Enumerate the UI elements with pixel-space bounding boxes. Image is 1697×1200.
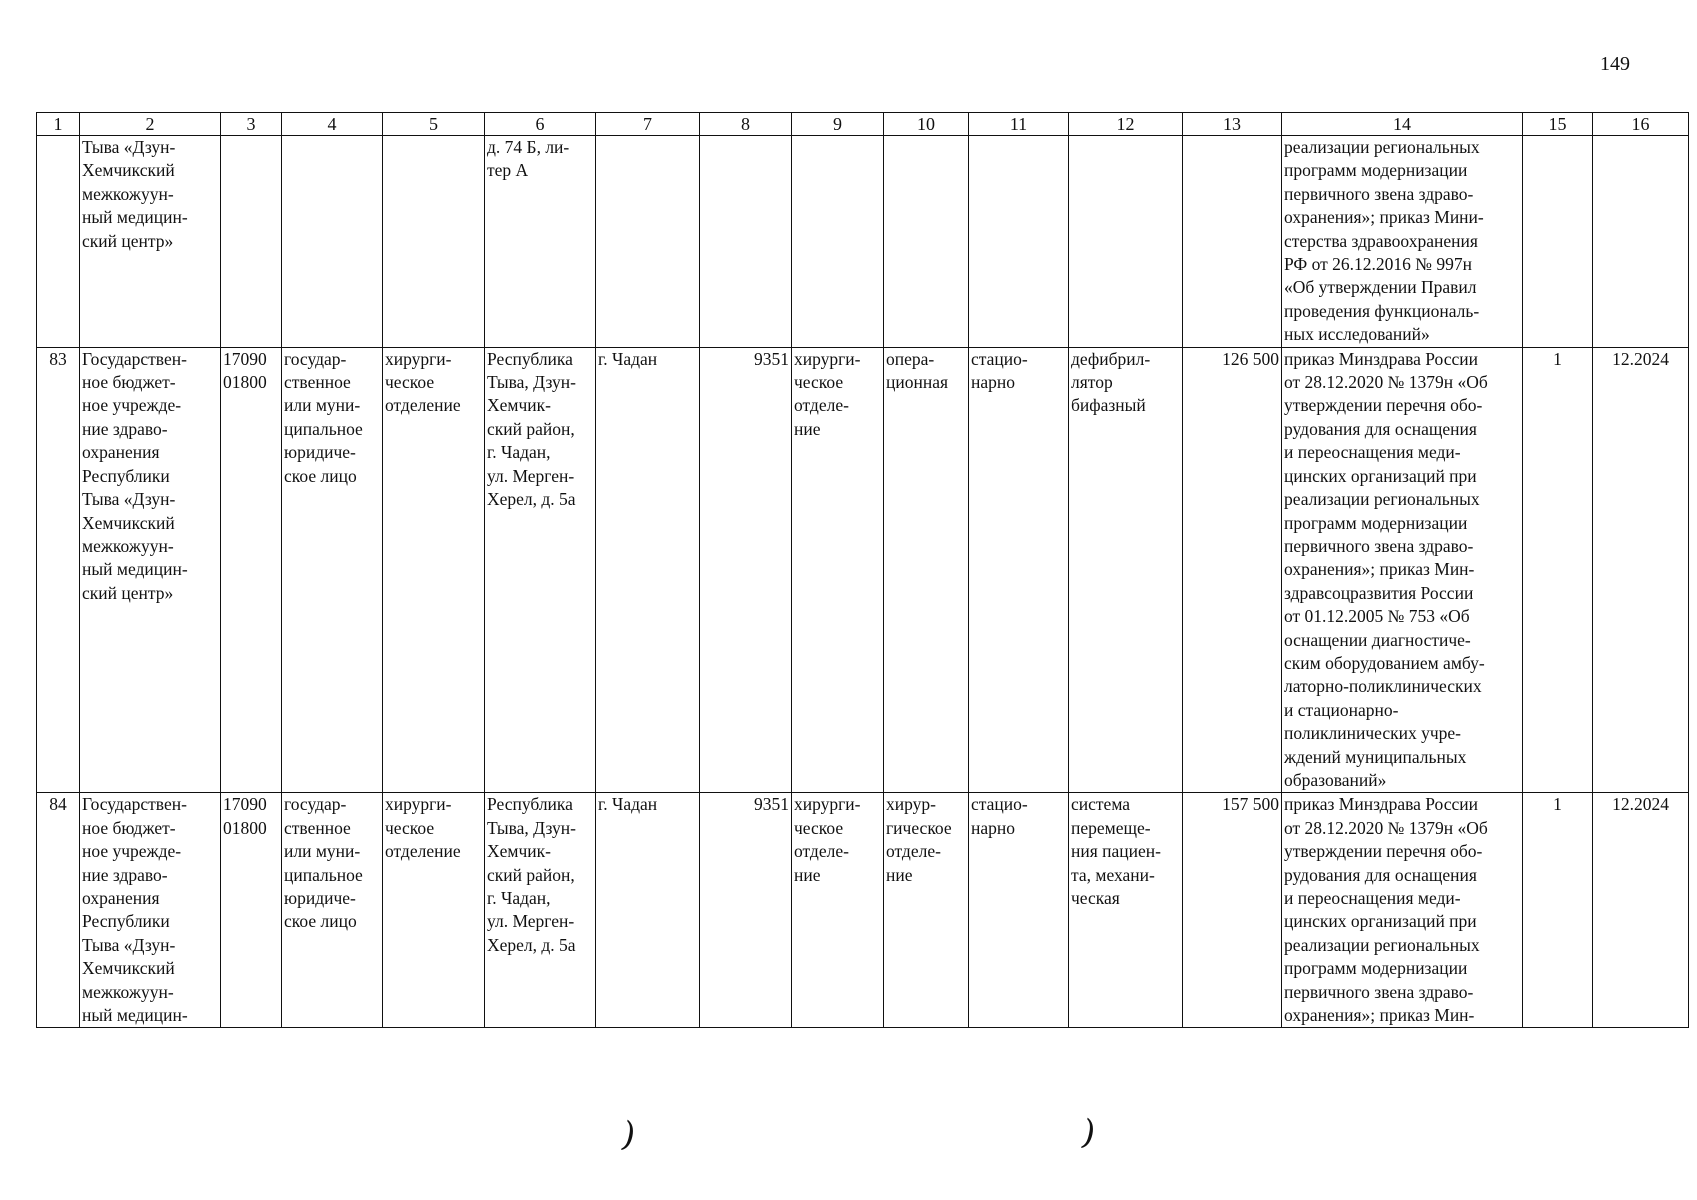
column-header: 16 [1593, 113, 1689, 136]
population-cell [700, 136, 792, 348]
row-number-cell: 84 [37, 793, 80, 1028]
scan-mark: ) [1077, 1112, 1100, 1154]
price-cell: 126 500 [1183, 347, 1282, 793]
column-header: 11 [969, 113, 1069, 136]
institution-name-cell: Государствен- ное бюджет- ное учрежде- ние здраво- охранения Республики Тыва «Дзун- Хемчикский межкожуун- ный медицин- ский центр» [80, 347, 221, 793]
table-row [37, 136, 1689, 348]
column-header: 4 [282, 113, 383, 136]
legal-basis-cell: приказ Минздрава России от 28.12.2020 № 1379н «Об утверждении перечня обо- рудования для оснащения и переоснащения меди- цинских организаций при реализации региональных программ модернизации первичного звена здраво- охранения»; приказ Мин- здравсоцразвития России от 01.12.2005 № 753 «Об оснащении диагностиче- ским оборудованием амбу- латорно-поликлинических и стационарно- поликлинических учре- ждений муниципальных образований» [1282, 347, 1523, 793]
code-cell: 17090 01800 [221, 347, 282, 793]
population-cell: 9351 [700, 793, 792, 1028]
column-header: 10 [884, 113, 969, 136]
column-header: 8 [700, 113, 792, 136]
department-cell [383, 136, 485, 348]
legal-form-cell: государ- ственное или муни- ципальное юридиче- ское лицо [282, 347, 383, 793]
column-header: 5 [383, 113, 485, 136]
legal-basis-cell: реализации региональных программ модернизации первичного звена здраво- охранения»; приказ Мини- стерства здравоохранения РФ от 26.12.2016 № 997н «Об утверждении Правил проведения функциональ- ных исследований» [1282, 136, 1523, 348]
population-cell: 9351 [700, 347, 792, 793]
page-number: 149 [1600, 53, 1630, 75]
department-cell: хирурги- ческое отделение [383, 347, 485, 793]
equipment-cell [1069, 136, 1183, 348]
price-cell [1183, 136, 1282, 348]
column-header: 14 [1282, 113, 1523, 136]
price-cell: 157 500 [1183, 793, 1282, 1028]
room-cell [884, 136, 969, 348]
column-header: 7 [596, 113, 700, 136]
table-row [37, 793, 1689, 1028]
table-row [37, 347, 1689, 793]
care-mode-cell [969, 136, 1069, 348]
code-cell [221, 136, 282, 348]
legal-basis-cell: приказ Минздрава России от 28.12.2020 № 1379н «Об утверждении перечня обо- рудования для оснащения и переоснащения меди- цинских организаций при реализации региональных программ модернизации первичного звена здраво- охранения»; приказ Мин- [1282, 793, 1523, 1028]
column-number-header [37, 113, 1689, 136]
row-number-cell [37, 136, 80, 348]
unit-cell [792, 136, 884, 348]
equipment-cell: дефибрил- лятор бифазный [1069, 347, 1183, 793]
institution-name-cell: Тыва «Дзун- Хемчикский межкожуун- ный медицин- ский центр» [80, 136, 221, 348]
care-mode-cell: стацио- нарно [969, 793, 1069, 1028]
quantity-cell: 1 [1523, 793, 1593, 1028]
column-header: 3 [221, 113, 282, 136]
address-cell: Республика Тыва, Дзун- Хемчик- ский район, г. Чадан, ул. Мерген- Херел, д. 5а [485, 793, 596, 1028]
deadline-cell [1593, 136, 1689, 348]
column-header: 15 [1523, 113, 1593, 136]
care-mode-cell: стацио- нарно [969, 347, 1069, 793]
deadline-cell: 12.2024 [1593, 347, 1689, 793]
address-cell: Республика Тыва, Дзун- Хемчик- ский район, г. Чадан, ул. Мерген- Херел, д. 5а [485, 347, 596, 793]
room-cell: хирур- гическое отделе- ние [884, 793, 969, 1028]
quantity-cell [1523, 136, 1593, 348]
column-header: 12 [1069, 113, 1183, 136]
settlement-cell: г. Чадан [596, 347, 700, 793]
institution-name-cell: Государствен- ное бюджет- ное учрежде- ние здраво- охранения Республики Тыва «Дзун- Хемчикский межкожуун- ный медицин- [80, 793, 221, 1028]
quantity-cell: 1 [1523, 347, 1593, 793]
equipment-table [36, 112, 1689, 1028]
room-cell: опера- ционная [884, 347, 969, 793]
legal-form-cell: государ- ственное или муни- ципальное юридиче- ское лицо [282, 793, 383, 1028]
legal-form-cell [282, 136, 383, 348]
column-header: 2 [80, 113, 221, 136]
unit-cell: хирурги- ческое отделе- ние [792, 347, 884, 793]
scan-mark: ) [617, 1114, 640, 1156]
equipment-cell: система перемеще- ния пациен- та, механи- ческая [1069, 793, 1183, 1028]
settlement-cell: г. Чадан [596, 793, 700, 1028]
settlement-cell [596, 136, 700, 348]
address-cell: д. 74 Б, ли- тер А [485, 136, 596, 348]
column-header: 1 [37, 113, 80, 136]
code-cell: 17090 01800 [221, 793, 282, 1028]
column-header: 13 [1183, 113, 1282, 136]
column-header: 9 [792, 113, 884, 136]
department-cell: хирурги- ческое отделение [383, 793, 485, 1028]
deadline-cell: 12.2024 [1593, 793, 1689, 1028]
row-number-cell: 83 [37, 347, 80, 793]
unit-cell: хирурги- ческое отделе- ние [792, 793, 884, 1028]
column-header: 6 [485, 113, 596, 136]
